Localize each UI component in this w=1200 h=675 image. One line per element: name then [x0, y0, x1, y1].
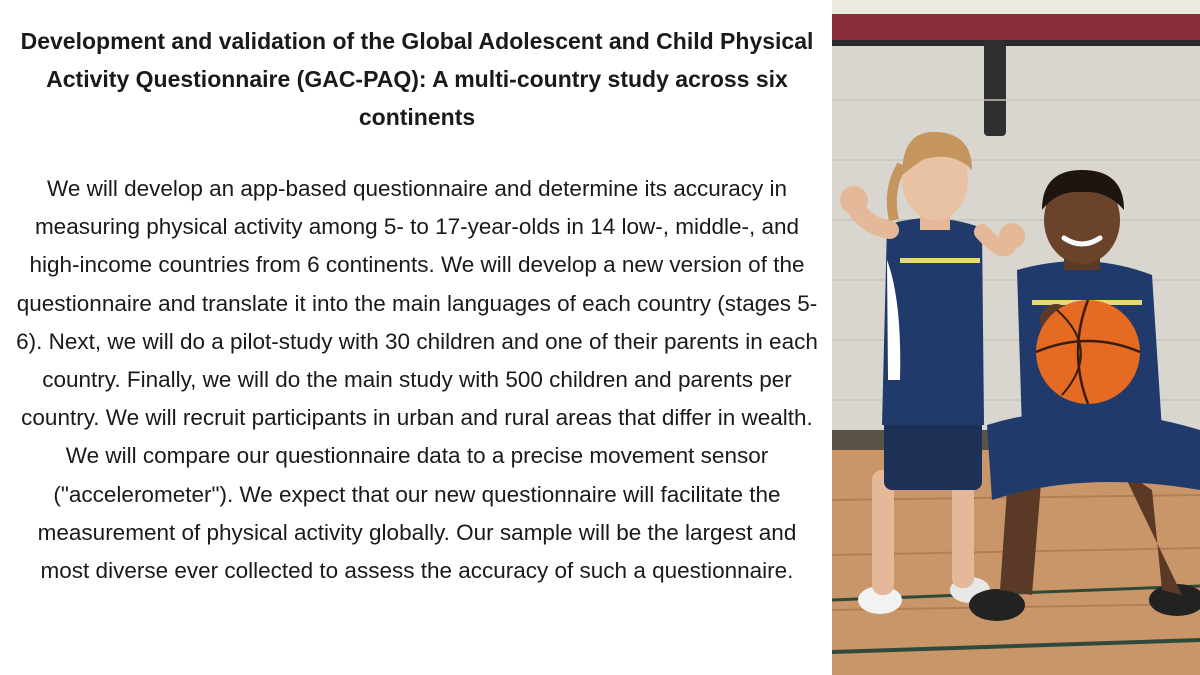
hoop-post — [984, 40, 1006, 136]
wall-top — [832, 0, 1200, 14]
basketball — [1036, 300, 1140, 404]
wall-stripe — [832, 14, 1200, 40]
document-body: We will develop an app-based questionnaire and determine its accuracy in measuring physical activity among 5- to 17-year-olds in 14 low-, middle-, and high-income countries from 6 continents. We will develop a new version of the questionnaire and translate it into the main languages of each country (stages 5-6). Next, we will do a pilot-study with 30 children and one of their parents in each country. Finally, we will do the main study with 500 children and parents per country. We will recruit participants in urban and rural areas that differ in wealth. We will compare our questionnaire data to a precise movement sensor ("accelerometer"). We expect that our new questionnaire will facilitate the measurement of physical activity globally. Our sample will be the largest and most diverse ever collected to assess the accuracy of such a questionnaire. — [16, 176, 818, 584]
document-title: Development and validation of the Global Adolescent and Child Physical Activity Questionnaire (GAC-PAQ): A multi-country study across six continents — [20, 28, 814, 130]
kids-basketball-photo — [832, 0, 1200, 675]
